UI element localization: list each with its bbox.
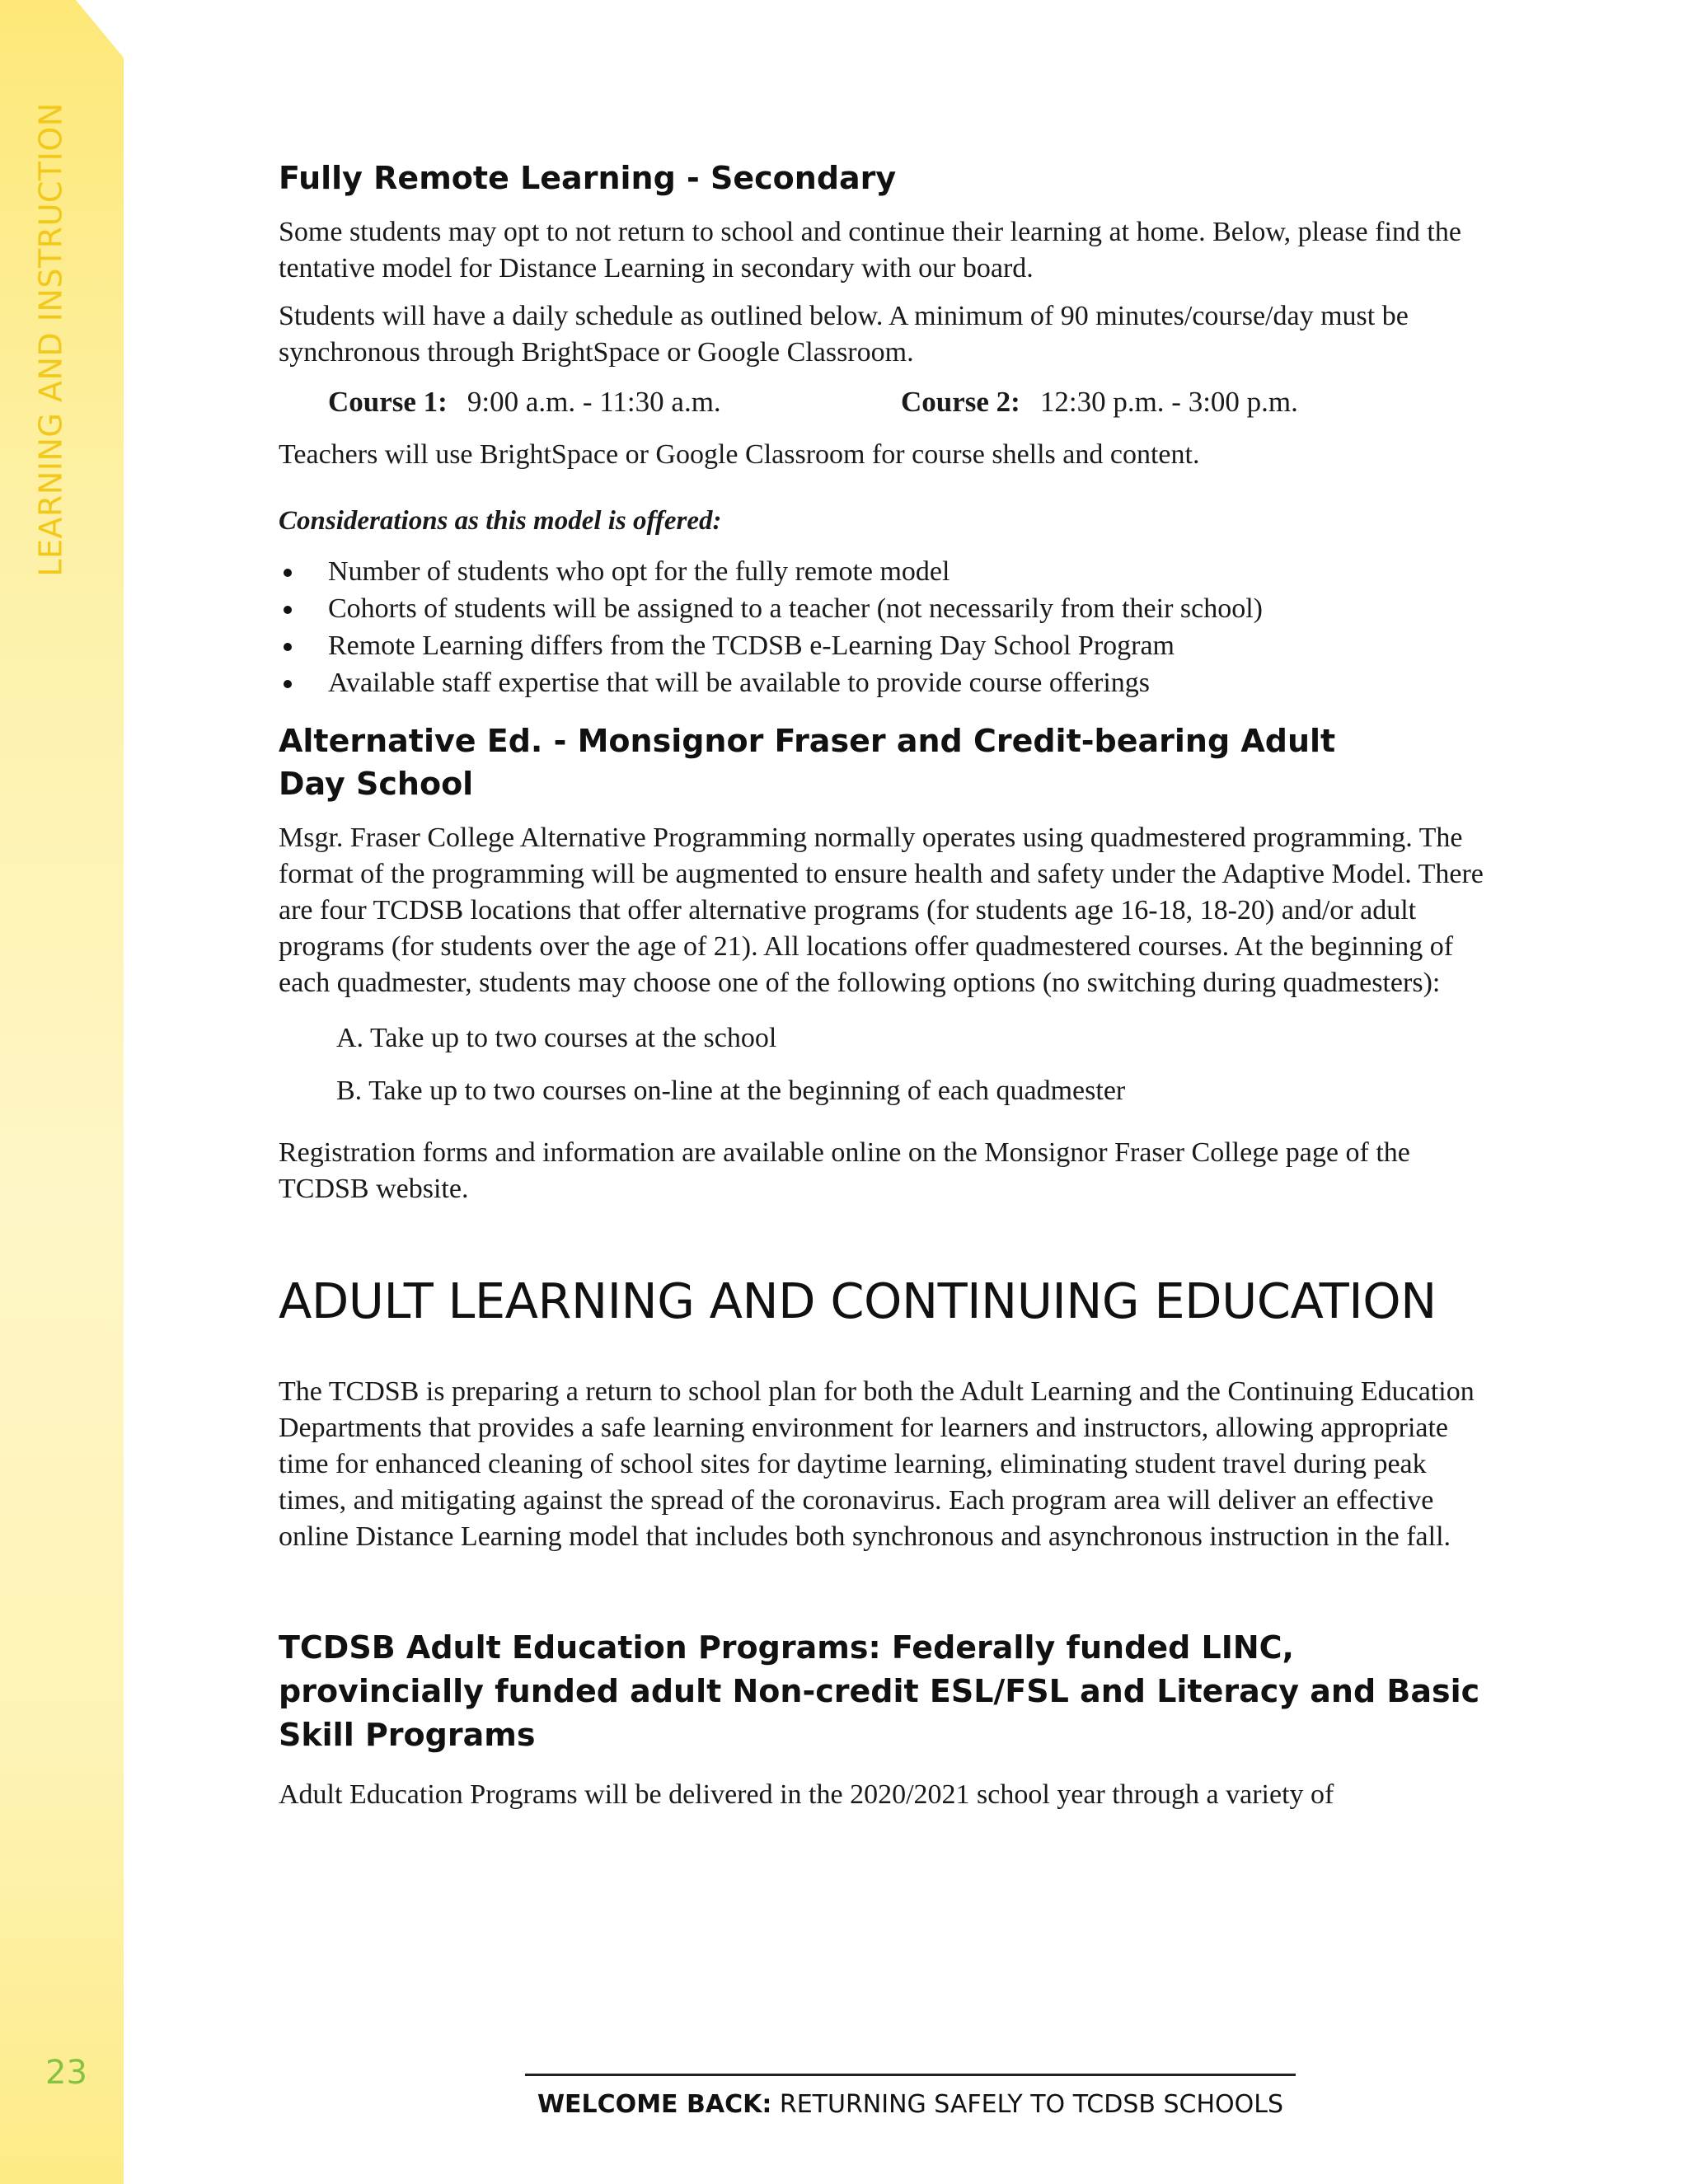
list-item: Remote Learning differs from the TCDSB e-Learning Day School Program — [279, 627, 1490, 664]
paragraph: Teachers will use BrightSpace or Google Classroom for course shells and content. — [279, 439, 1200, 470]
footer — [525, 2090, 1296, 2119]
heading-adult-education-programs: TCDSB Adult Education Programs: Federally funded LINC, provincially funded adult Non-credit ESL/FSL and Literacy and Basic Skill Programs — [279, 1629, 1480, 1753]
heading-fully-remote: Fully Remote Learning - Secondary — [279, 160, 897, 196]
section-label-text: LEARNING AND INSTRUCTION — [33, 102, 69, 577]
paragraph: Some students may opt to not return to school and continue their learning at home. Below, please find the tentative model for Distance Learning in secondary with our board. — [279, 217, 1461, 284]
course-2-label: Course 2: — [901, 386, 1020, 418]
option-b: B. Take up to two courses on-line at the beginning of each quadmester — [336, 1076, 1126, 1106]
paragraph: Msgr. Fraser College Alternative Programming normally operates using quadmestered programming. The format of the programming will be augmented to ensure health and safety under the Adaptive Model. There are four TCDSB locations that offer alternative programs (for students age 16-18, 18-20) and/or adult programs (for students over the age of 21). All locations offer quadmestered courses. At the beginning of each quadmester, students may choose one of the following options (no switching during quadmesters): — [279, 823, 1484, 998]
paragraph: Students will have a daily schedule as outlined below. A minimum of 90 minutes/course/day must be synchronous through BrightSpace or Google Classroom. — [279, 301, 1409, 368]
section-label — [26, 68, 76, 612]
list-item: Number of students who opt for the fully remote model — [279, 553, 1490, 590]
course-1 — [328, 382, 901, 422]
page-number: 23 — [45, 2054, 87, 2092]
list-item: Cohorts of students will be assigned to a teacher (not necessarily from their school) — [279, 590, 1490, 627]
course-1-time: 9:00 a.m. - 11:30 a.m. — [467, 386, 721, 418]
course-1-label: Course 1: — [328, 386, 448, 418]
paragraph: Adult Education Programs will be delivered in the 2020/2021 school year through a variety of — [279, 1779, 1334, 1810]
paragraph: The TCDSB is preparing a return to school plan for both the Adult Learning and the Continuing Education Departments that provides a safe learning environment for learners and instructors, allowing appropriate time for enhanced cleaning of school sites for daytime learning, eliminating student travel during peak times, and mitigating against the spread of the coronavirus. Each program area will deliver an effective online Distance Learning model that includes both synchronous and asynchronous instruction in the fall. — [279, 1376, 1475, 1552]
course-schedule — [328, 382, 1490, 422]
course-2-time: 12:30 p.m. - 3:00 p.m. — [1039, 386, 1298, 418]
list-item: Available staff expertise that will be available to provide course offerings — [279, 664, 1490, 701]
page-content — [279, 157, 1490, 1825]
considerations-list — [279, 553, 1490, 701]
considerations-heading: Considerations as this model is offered: — [279, 506, 722, 536]
footer-rest: RETURNING SAFELY TO TCDSB SCHOOLS — [771, 2090, 1284, 2119]
footer-bold: WELCOME BACK: — [537, 2090, 772, 2119]
footer-divider — [525, 2074, 1296, 2076]
course-2 — [901, 382, 1298, 422]
heading-alternative-ed: Alternative Ed. - Monsignor Fraser and Credit-bearing Adult Day School — [279, 723, 1336, 802]
option-a: A. Take up to two courses at the school — [336, 1023, 777, 1053]
paragraph: Registration forms and information are available online on the Monsignor Fraser College page of the TCDSB website. — [279, 1137, 1410, 1204]
section-title-adult-learning: ADULT LEARNING AND CONTINUING EDUCATION — [279, 1272, 1437, 1329]
